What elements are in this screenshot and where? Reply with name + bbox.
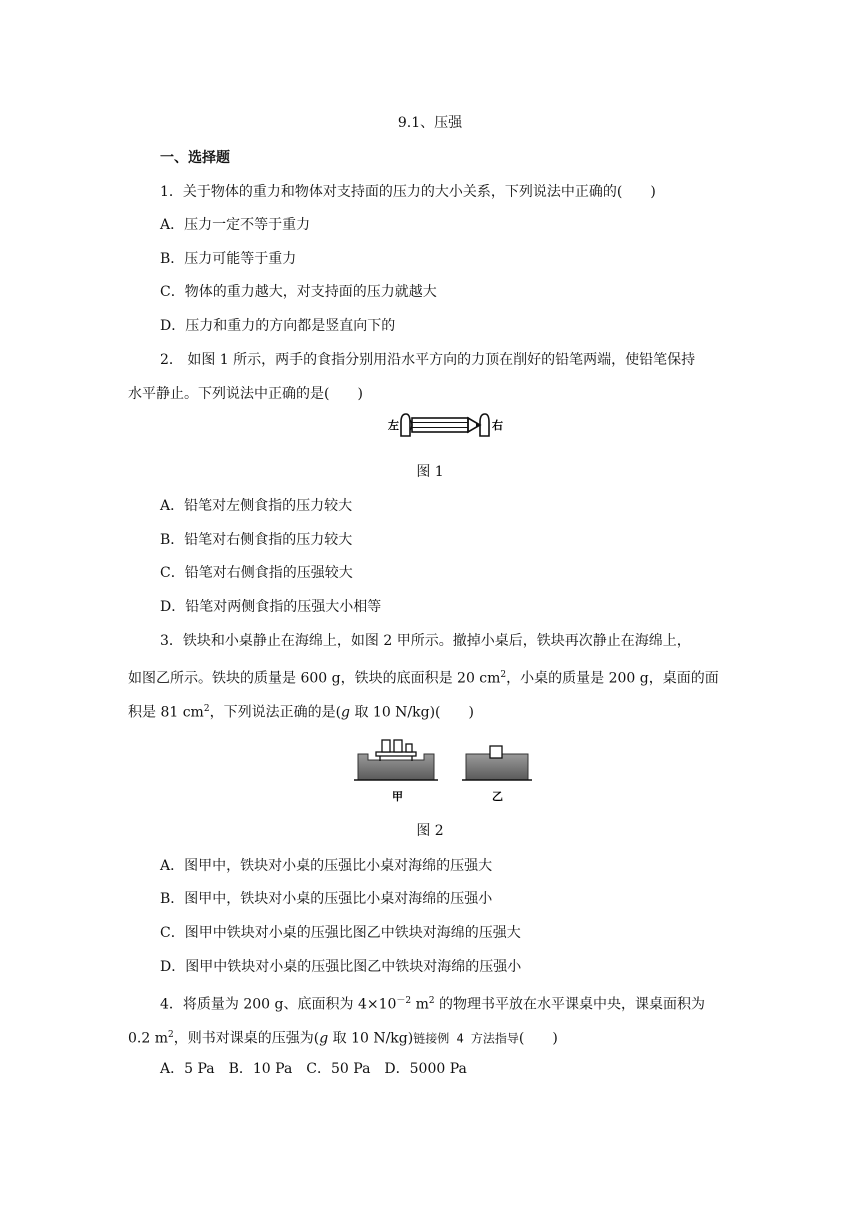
question-3-line3-superscript: 2 [203,704,210,714]
question-2-stem-line2: 水平静止。下列说法中正确的是( ) [128,386,363,402]
question-4-line2-blank: ( ) [518,1030,558,1047]
question-4-line1-unit: m [411,996,429,1013]
question-4-line1-unit-exponent: 2 [428,996,435,1006]
sponge-figure-icon [352,734,536,806]
figure-1-right-label: 右 [492,419,503,432]
figure-1-pencil-fingers [386,408,504,444]
question-3-line1: 3．铁块和小桌静止在海绵上，如图 2 甲所示。撤掉小桌后，铁块再次静止在海绵上， [160,633,691,649]
question-3-line3 [128,699,474,723]
question-1-option-a: A．压力一定不等于重力 [160,217,311,233]
question-4-line1-exponent: －2 [396,996,412,1006]
figure-2-sponge-setups [352,734,536,806]
figure-1-caption: 图 1 [416,464,444,480]
question-2-stem-line1: 2． 如图 1 所示，两手的食指分别用沿水平方向的力顶在削好的铅笔两端，使铅笔保持 [160,352,696,368]
question-3-option-c: C．图甲中铁块对小桌的压强比图乙中铁块对海绵的压强大 [160,925,521,941]
question-4-line2-text-b: ，则书对课桌的压强为( [173,1030,320,1047]
figure-1-left-label: 左 [388,419,399,432]
question-4-line2-g-symbol: g [319,1030,329,1047]
question-4-line2 [128,1025,558,1049]
section-heading: 一、选择题 [160,150,230,166]
question-3-option-a: A．图甲中，铁块对小桌的压强比小桌对海绵的压强大 [160,858,493,874]
question-3-line3-text-a: 积是 81 cm [128,704,204,721]
question-3-line3-text-b: ，下列说法正确的是( [209,704,342,721]
question-1-option-d: D．压力和重力的方向都是竖直向下的 [160,318,396,334]
question-4-line1-text-a: 4．将质量为 200 g、底面积为 4×10 [160,996,397,1013]
question-2-option-a: A．铅笔对左侧食指的压力较大 [160,498,353,514]
question-3-option-d: D．图甲中铁块对小桌的压强比图乙中铁块对海绵的压强小 [160,959,522,975]
question-2-option-b: B．铅笔对右侧食指的压力较大 [160,532,353,548]
question-3-line2-text-b: ，小桌的质量是 200 g，桌面的面 [506,670,719,687]
question-1-option-b: B．压力可能等于重力 [160,251,297,267]
question-3-line2 [128,665,719,689]
question-1-option-c: C．物体的重力越大，对支持面的压力就越大 [160,284,437,300]
question-4-options: A．5 Pa B．10 Pa C．50 Pa D．5000 Pa [160,1061,467,1077]
question-1-stem: 1．关于物体的重力和物体对支持面的压力的大小关系，下列说法中正确的( ) [160,184,656,200]
question-4-line1-text-c: 的物理书平放在水平课桌中央，课桌面积为 [434,996,706,1013]
question-3-line2-text-a: 如图乙所示。铁块的质量是 600 g，铁块的底面积是 20 cm [128,670,501,687]
pencil-figure-icon [386,408,504,444]
page-title: 9.1、压强 [397,115,463,131]
figure-2-right-label: 乙 [492,790,503,803]
question-2-option-c: C．铅笔对右侧食指的压强较大 [160,565,353,581]
figure-2-left-label: 甲 [392,790,403,803]
question-3-line2-superscript: 2 [500,670,507,680]
question-3-line3-text-d: 取 10 N/kg)( ) [350,704,474,721]
question-3-option-b: B．图甲中，铁块对小桌的压强比小桌对海绵的压强小 [160,891,493,907]
question-2-option-d: D．铅笔对两侧食指的压强大小相等 [160,599,382,615]
question-4-line1 [160,991,705,1015]
figure-2-caption: 图 2 [416,823,444,839]
example-link-note[interactable]: 链接例 4 方法指导 [413,1031,519,1046]
question-4-line2-exponent: 2 [168,1030,174,1040]
question-4-line2-text-c: 取 10 N/kg) [328,1030,414,1047]
question-3-line3-g-symbol: g [341,704,351,721]
question-4-line2-text-a: 0.2 m [128,1030,168,1047]
